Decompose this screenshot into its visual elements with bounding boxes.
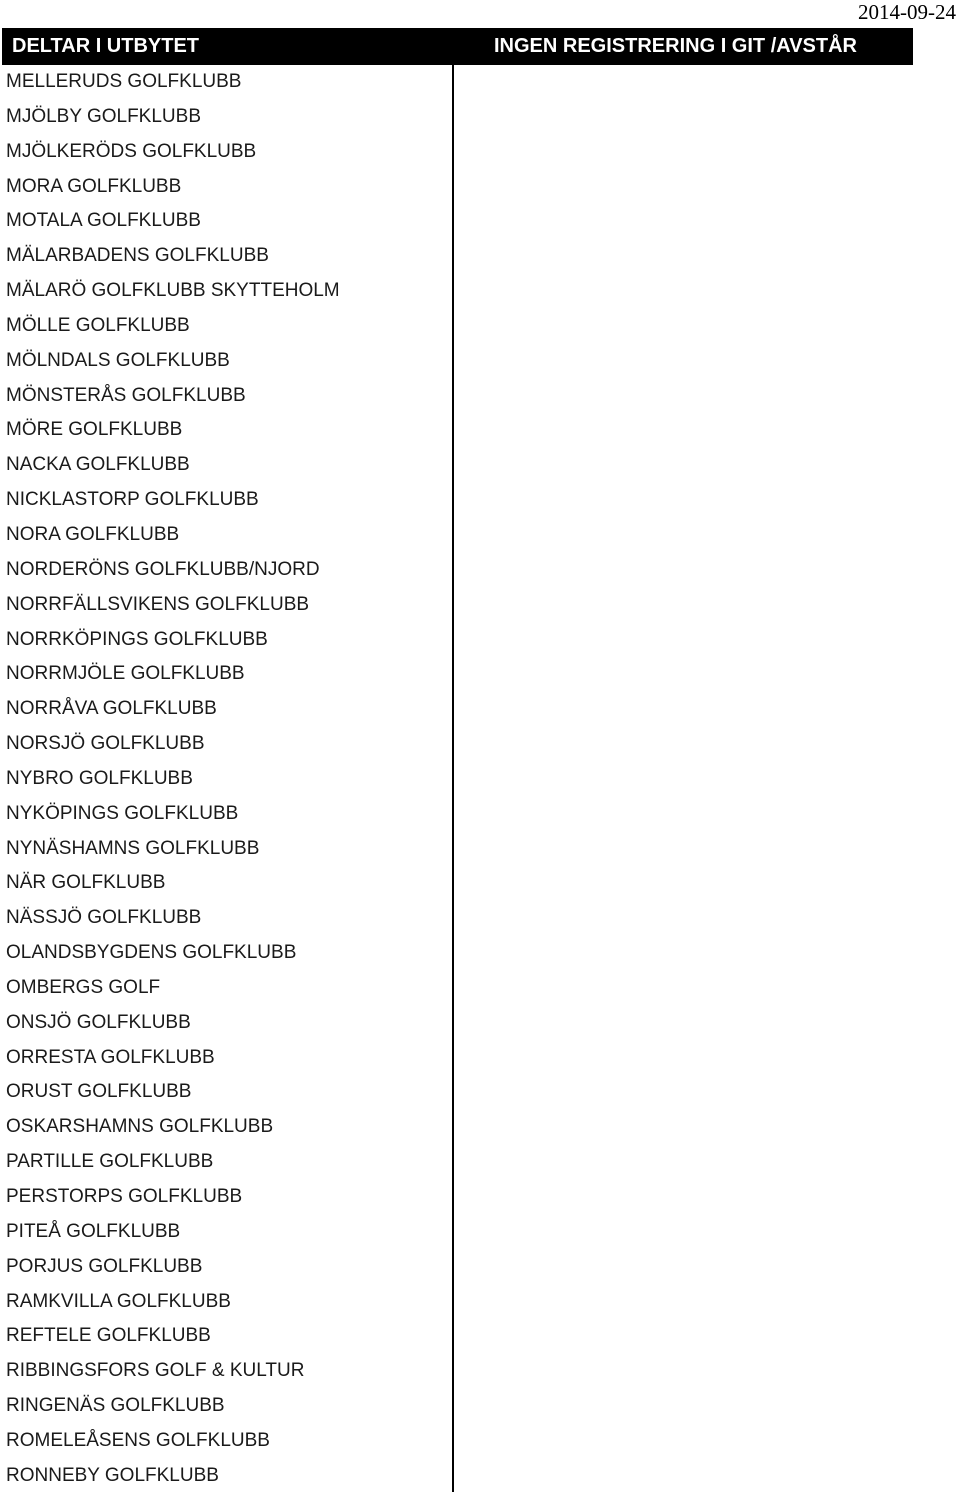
list-item: OMBERGS GOLF [6, 976, 161, 998]
list-item: NORA GOLFKLUBB [6, 523, 180, 545]
header-no-registration: INGEN REGISTRERING I GIT /AVSTÅR [494, 35, 857, 57]
list-item: RINGENÄS GOLFKLUBB [6, 1395, 225, 1417]
list-item: MJÖLBY GOLFKLUBB [6, 105, 201, 127]
list-item: ROMELEÅSENS GOLFKLUBB [6, 1429, 270, 1451]
list-item: PITEÅ GOLFKLUBB [6, 1220, 181, 1242]
list-item: RAMKVILLA GOLFKLUBB [6, 1290, 231, 1312]
column-divider [452, 28, 454, 1492]
list-item: NORRKÖPINGS GOLFKLUBB [6, 628, 268, 650]
list-item: OSKARSHAMNS GOLFKLUBB [6, 1116, 274, 1138]
list-item: NORDERÖNS GOLFKLUBB/NJORD [6, 558, 320, 580]
list-item: ONSJÖ GOLFKLUBB [6, 1011, 191, 1033]
list-item: ORRESTA GOLFKLUBB [6, 1046, 215, 1068]
list-item: NYBRO GOLFKLUBB [6, 767, 193, 789]
list-item: NORSJÖ GOLFKLUBB [6, 733, 205, 755]
list-item: RONNEBY GOLFKLUBB [6, 1464, 219, 1486]
list-item: PARTILLE GOLFKLUBB [6, 1151, 214, 1173]
club-list [0, 65, 450, 1494]
list-item: NACKA GOLFKLUBB [6, 454, 190, 476]
list-item: MOTALA GOLFKLUBB [6, 210, 201, 232]
list-item: REFTELE GOLFKLUBB [6, 1325, 211, 1347]
list-item: NORRMJÖLE GOLFKLUBB [6, 663, 245, 685]
list-item: NICKLASTORP GOLFKLUBB [6, 489, 259, 511]
list-item: MÖLLE GOLFKLUBB [6, 314, 190, 336]
document-date: 2014-09-24 [858, 0, 956, 24]
list-item: NYNÄSHAMNS GOLFKLUBB [6, 837, 260, 859]
list-item: MJÖLKERÖDS GOLFKLUBB [6, 140, 257, 162]
list-item: MÄLARBADENS GOLFKLUBB [6, 245, 269, 267]
list-item: RIBBINGSFORS GOLF & KULTUR [6, 1360, 305, 1382]
list-item: ORUST GOLFKLUBB [6, 1081, 192, 1103]
list-item: NYKÖPINGS GOLFKLUBB [6, 802, 239, 824]
list-item: PERSTORPS GOLFKLUBB [6, 1186, 243, 1207]
list-item: OLANDSBYGDENS GOLFKLUBB [6, 942, 297, 964]
list-item: MÄLARÖ GOLFKLUBB SKYTTEHOLM [6, 280, 340, 302]
header-participating: DELTAR I UTBYTET [12, 35, 200, 57]
list-item: NORRÅVA GOLFKLUBB [6, 698, 217, 720]
list-item: PORJUS GOLFKLUBB [6, 1255, 203, 1277]
list-item: NÄSSJÖ GOLFKLUBB [6, 907, 202, 929]
list-item: MÖLNDALS GOLFKLUBB [6, 349, 230, 371]
list-item: MÖNSTERÅS GOLFKLUBB [6, 384, 246, 406]
list-item: NÄR GOLFKLUBB [6, 872, 166, 894]
table-header [2, 28, 913, 65]
list-item: MORA GOLFKLUBB [6, 175, 182, 197]
list-item: MÖRE GOLFKLUBB [6, 419, 183, 441]
list-item: NORRFÄLLSVIKENS GOLFKLUBB [6, 593, 310, 615]
list-item: MELLERUDS GOLFKLUBB [6, 71, 242, 92]
